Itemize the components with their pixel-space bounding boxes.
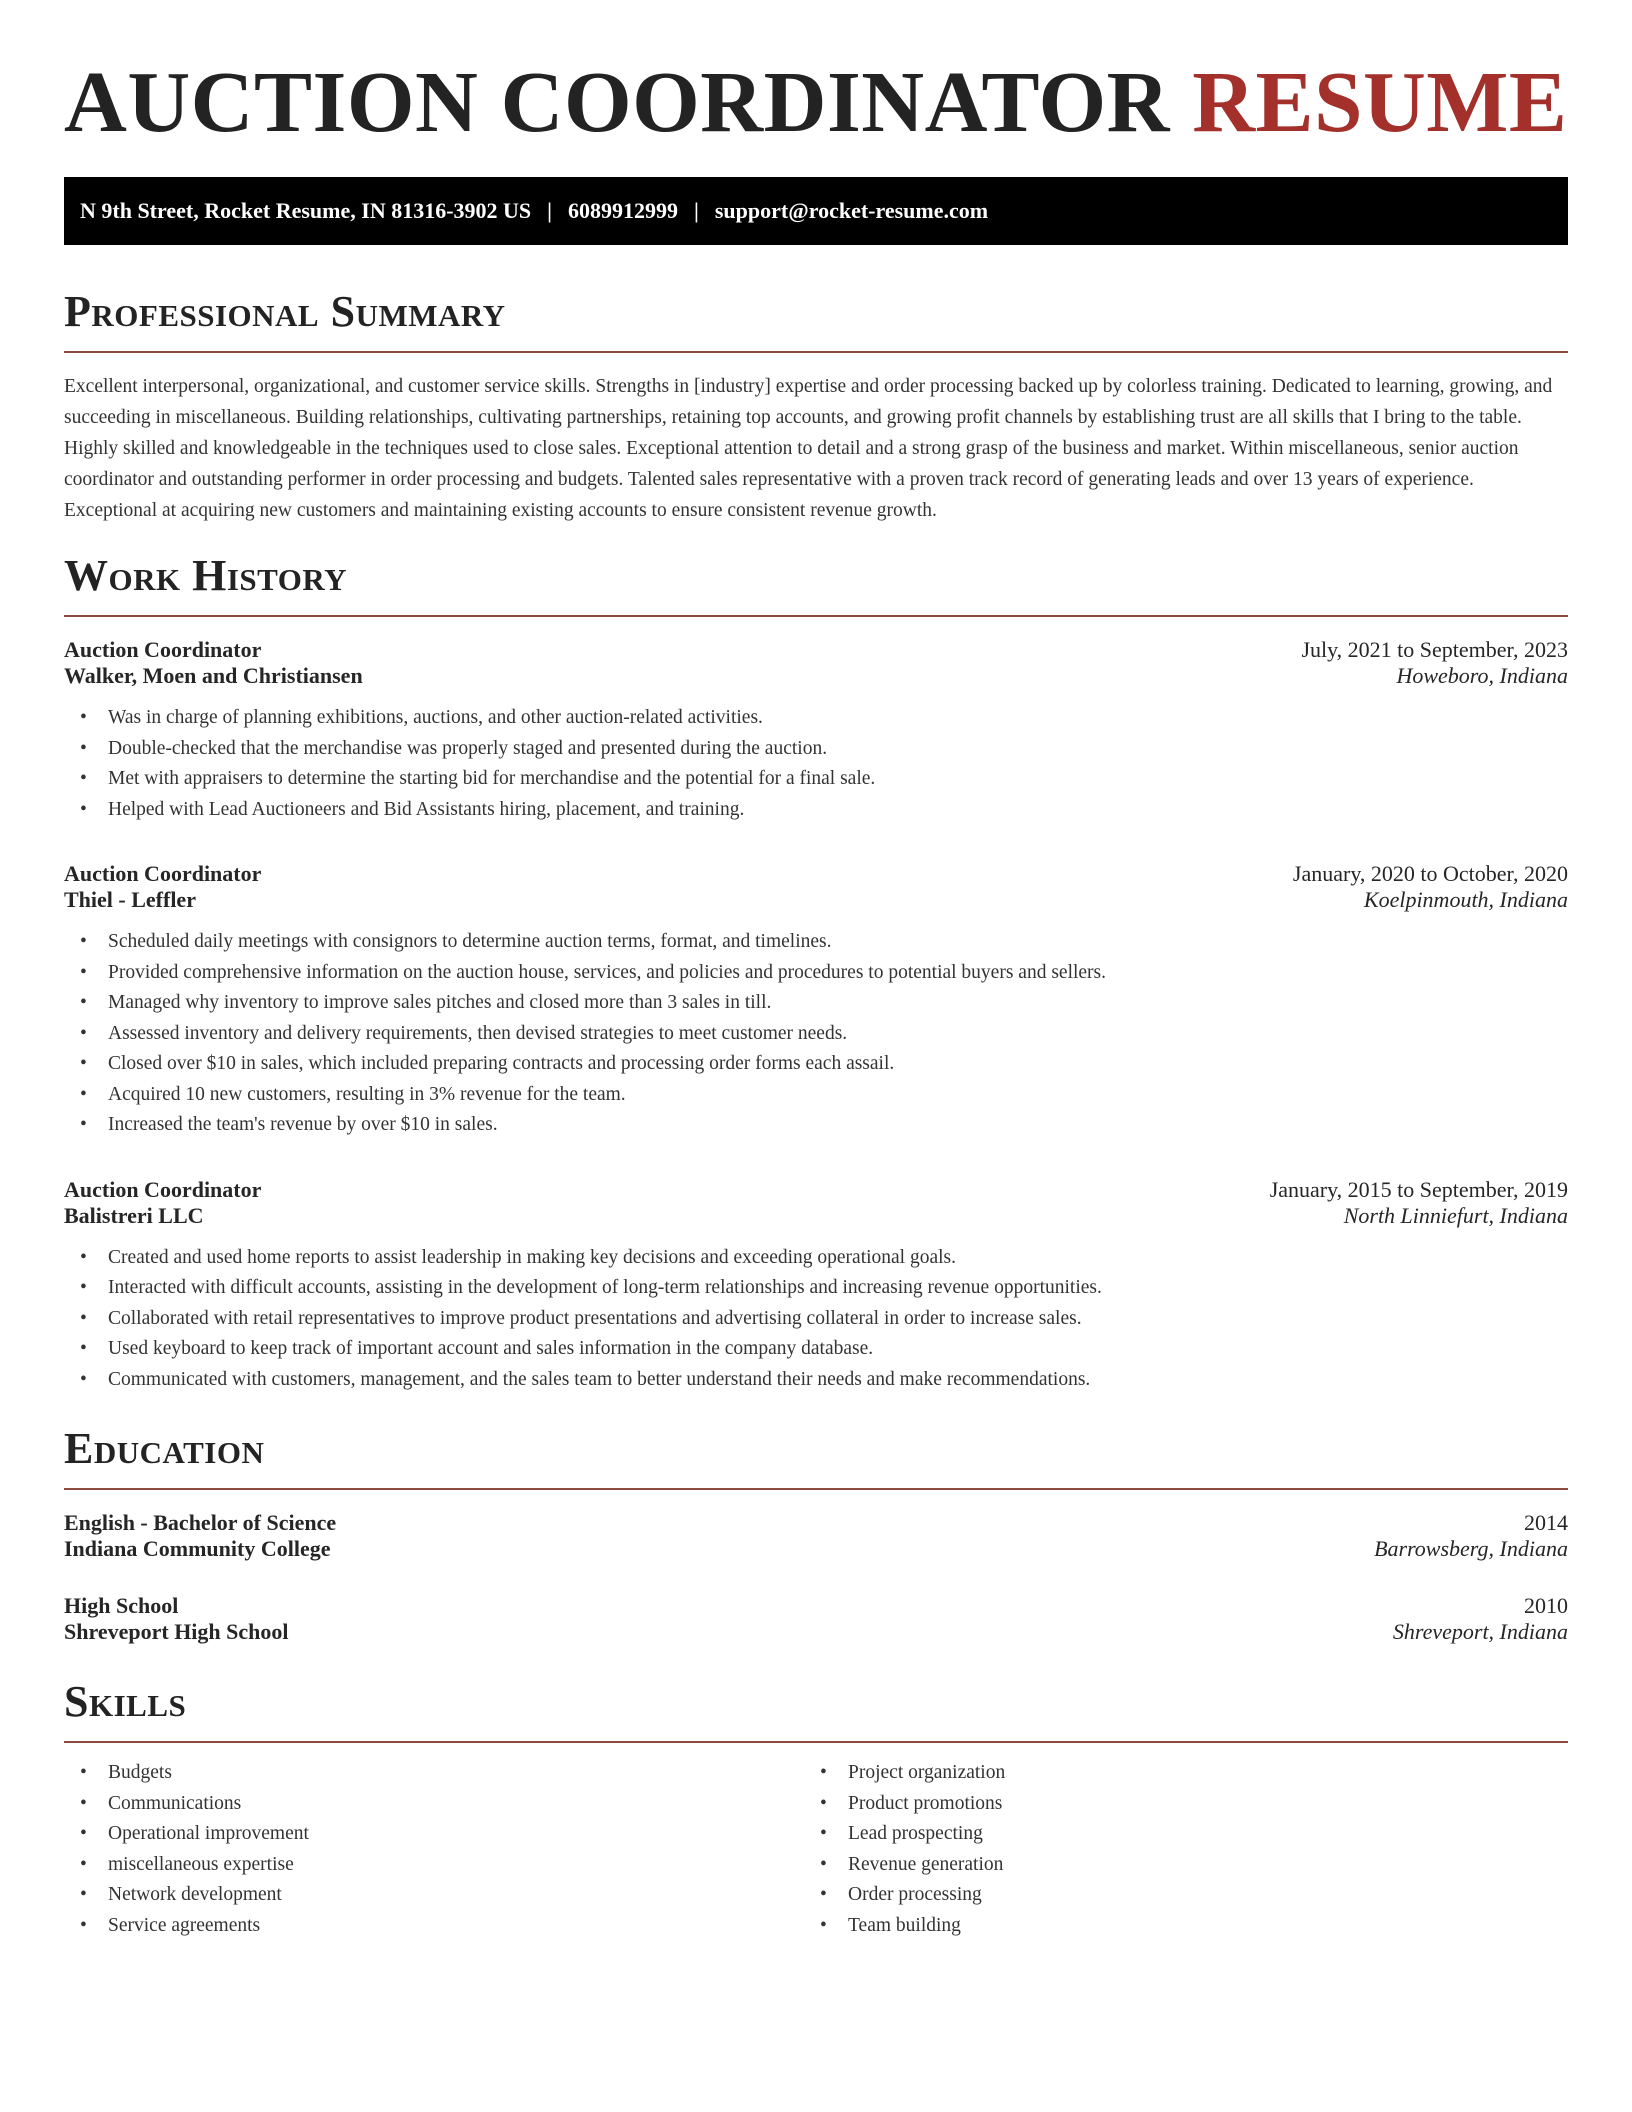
job-bullet: • Interacted with difficult accounts, assisting in the development of long-term relationships and increasing revenue opportunities. (64, 1273, 1568, 1304)
skill-item: • Product promotions (804, 1789, 1544, 1820)
job-entry (64, 637, 1568, 825)
resume-page (64, 52, 1568, 1941)
education-degree: High School (64, 1593, 179, 1618)
job-bullet: • Provided comprehensive information on the auction house, services, and policies and procedures to potential buyers and sellers. (64, 958, 1568, 989)
job-bullet: • Communicated with customers, management, and the sales team to better understand their needs and make recommendations. (64, 1365, 1568, 1396)
job-bullet: • Met with appraisers to determine the starting bid for merchandise and the potential for a final sale. (64, 764, 1568, 795)
section-divider (64, 615, 1568, 617)
contact-address: N 9th Street, Rocket Resume, IN 81316-3902 US (80, 198, 532, 223)
job-dates: July, 2021 to September, 2023 (1301, 637, 1568, 662)
contact-email: support@rocket-resume.com (714, 198, 989, 223)
job-location: Koelpinmouth, Indiana (1363, 887, 1568, 912)
job-bullet: • Managed why inventory to improve sales pitches and closed more than 3 sales in till. (64, 988, 1568, 1019)
skills-list-left (64, 1758, 804, 1941)
education-degree-row (64, 1593, 1568, 1619)
job-company: Balistreri LLC (64, 1202, 204, 1228)
skill-item: • Team building (804, 1911, 1544, 1942)
contact-separator: | (694, 198, 699, 223)
job-company-row (64, 887, 1568, 913)
job-company-row (64, 663, 1568, 689)
job-bullet: • Double-checked that the merchandise was properly staged and presented during the auction. (64, 734, 1568, 765)
section-divider (64, 1741, 1568, 1743)
contact-bar (64, 177, 1568, 245)
skill-item: • Lead prospecting (804, 1819, 1544, 1850)
skill-item: • Order processing (804, 1880, 1544, 1911)
job-bullet: • Closed over $10 in sales, which included preparing contracts and processing order forms each assail. (64, 1049, 1568, 1080)
job-dates: January, 2015 to September, 2019 (1269, 1176, 1568, 1202)
education-school: Indiana Community College (64, 1536, 331, 1561)
resume-title (64, 52, 1568, 152)
skill-item: • Communications (64, 1789, 804, 1820)
skills-section (64, 1676, 1568, 1941)
skill-item: • miscellaneous expertise (64, 1850, 804, 1881)
job-bullet-list (64, 927, 1568, 1141)
section-heading-skills: Skills (64, 1677, 187, 1726)
skill-item: • Network development (64, 1880, 804, 1911)
work-history-section (64, 550, 1568, 1395)
job-entry (64, 1177, 1568, 1396)
education-entry (64, 1593, 1568, 1645)
skill-item: • Revenue generation (804, 1850, 1544, 1881)
education-section (64, 1423, 1568, 1645)
job-title: Auction Coordinator (64, 861, 262, 886)
title-main: AUCTION COORDINATOR (64, 53, 1170, 150)
job-bullet: • Was in charge of planning exhibitions, auctions, and other auction-related activities. (64, 703, 1568, 734)
job-bullet: • Assessed inventory and delivery requirements, then devised strategies to meet customer needs. (64, 1019, 1568, 1050)
job-header-row (64, 1177, 1568, 1203)
skill-item: • Service agreements (64, 1911, 804, 1942)
education-school-row (64, 1619, 1568, 1645)
section-heading-education: Education (64, 1424, 265, 1473)
education-year: 2010 (1524, 1593, 1568, 1618)
section-heading-work-history: Work History (64, 551, 348, 600)
job-title: Auction Coordinator (64, 1176, 262, 1202)
education-degree-row (64, 1510, 1568, 1536)
education-school: Shreveport High School (64, 1619, 289, 1644)
job-company: Walker, Moen and Christiansen (64, 663, 363, 688)
job-bullet: • Used keyboard to keep track of important account and sales information in the company database. (64, 1334, 1568, 1365)
job-title: Auction Coordinator (64, 637, 262, 662)
skill-item: • Budgets (64, 1758, 804, 1789)
job-bullet: • Helped with Lead Auctioneers and Bid Assistants hiring, placement, and training. (64, 795, 1568, 826)
summary-text: Excellent interpersonal, organizational, and customer service skills. Strengths in [industry] expertise and order processing backed up by colorless training. Dedicated to learning, growing, and succeeding in miscellaneous. Building relationships, cultivating partnerships, retaining top accounts, and growing profit channels by establishing trust are all skills that I bring to the table. Highly skilled and knowledgeable in the techniques used to close sales. Exceptional attention to detail and a strong grasp of the business and market. Within miscellaneous, senior auction coordinator and outstanding performer in order processing and budgets. Talented sales representative with a proven track record of generating leads and over 13 years of experience. Exceptional at acquiring new customers and maintaining existing accounts to ensure consistent revenue growth. (64, 376, 1553, 521)
job-header-row (64, 637, 1568, 663)
education-location: Shreveport, Indiana (1392, 1619, 1568, 1644)
job-bullet-list (64, 1243, 1568, 1396)
job-bullet: • Increased the team's revenue by over $10 in sales. (64, 1110, 1568, 1141)
education-school-row (64, 1536, 1568, 1562)
skills-columns (64, 1758, 1568, 1941)
job-location: North Linniefurt, Indiana (1343, 1202, 1568, 1228)
section-heading-summary: Professional Summary (64, 287, 506, 336)
contact-separator: | (547, 198, 553, 223)
skills-list-right (804, 1758, 1544, 1941)
job-company-row (64, 1203, 1568, 1229)
section-divider (64, 351, 1568, 353)
job-company: Thiel - Leffler (64, 887, 196, 912)
job-bullet: • Acquired 10 new customers, resulting in 3% revenue for the team. (64, 1080, 1568, 1111)
skill-item: • Operational improvement (64, 1819, 804, 1850)
education-entry (64, 1510, 1568, 1562)
education-year: 2014 (1524, 1510, 1568, 1535)
job-header-row (64, 861, 1568, 887)
summary-section (64, 286, 1568, 526)
education-degree: English - Bachelor of Science (64, 1510, 337, 1535)
title-accent: RESUME (1192, 53, 1568, 150)
education-location: Barrowsberg, Indiana (1374, 1536, 1568, 1561)
job-entry (64, 861, 1568, 1141)
job-bullet-list (64, 703, 1568, 825)
job-bullet: • Collaborated with retail representatives to improve product presentations and advertising collateral in order to increase sales. (64, 1304, 1568, 1335)
section-divider (64, 1488, 1568, 1490)
skill-item: • Project organization (804, 1758, 1544, 1789)
job-bullet: • Scheduled daily meetings with consignors to determine auction terms, format, and timelines. (64, 927, 1568, 958)
job-bullet: • Created and used home reports to assist leadership in making key decisions and exceeding operational goals. (64, 1243, 1568, 1274)
job-dates: January, 2020 to October, 2020 (1292, 861, 1568, 886)
job-location: Howeboro, Indiana (1396, 663, 1568, 688)
contact-phone: 6089912999 (568, 198, 679, 223)
